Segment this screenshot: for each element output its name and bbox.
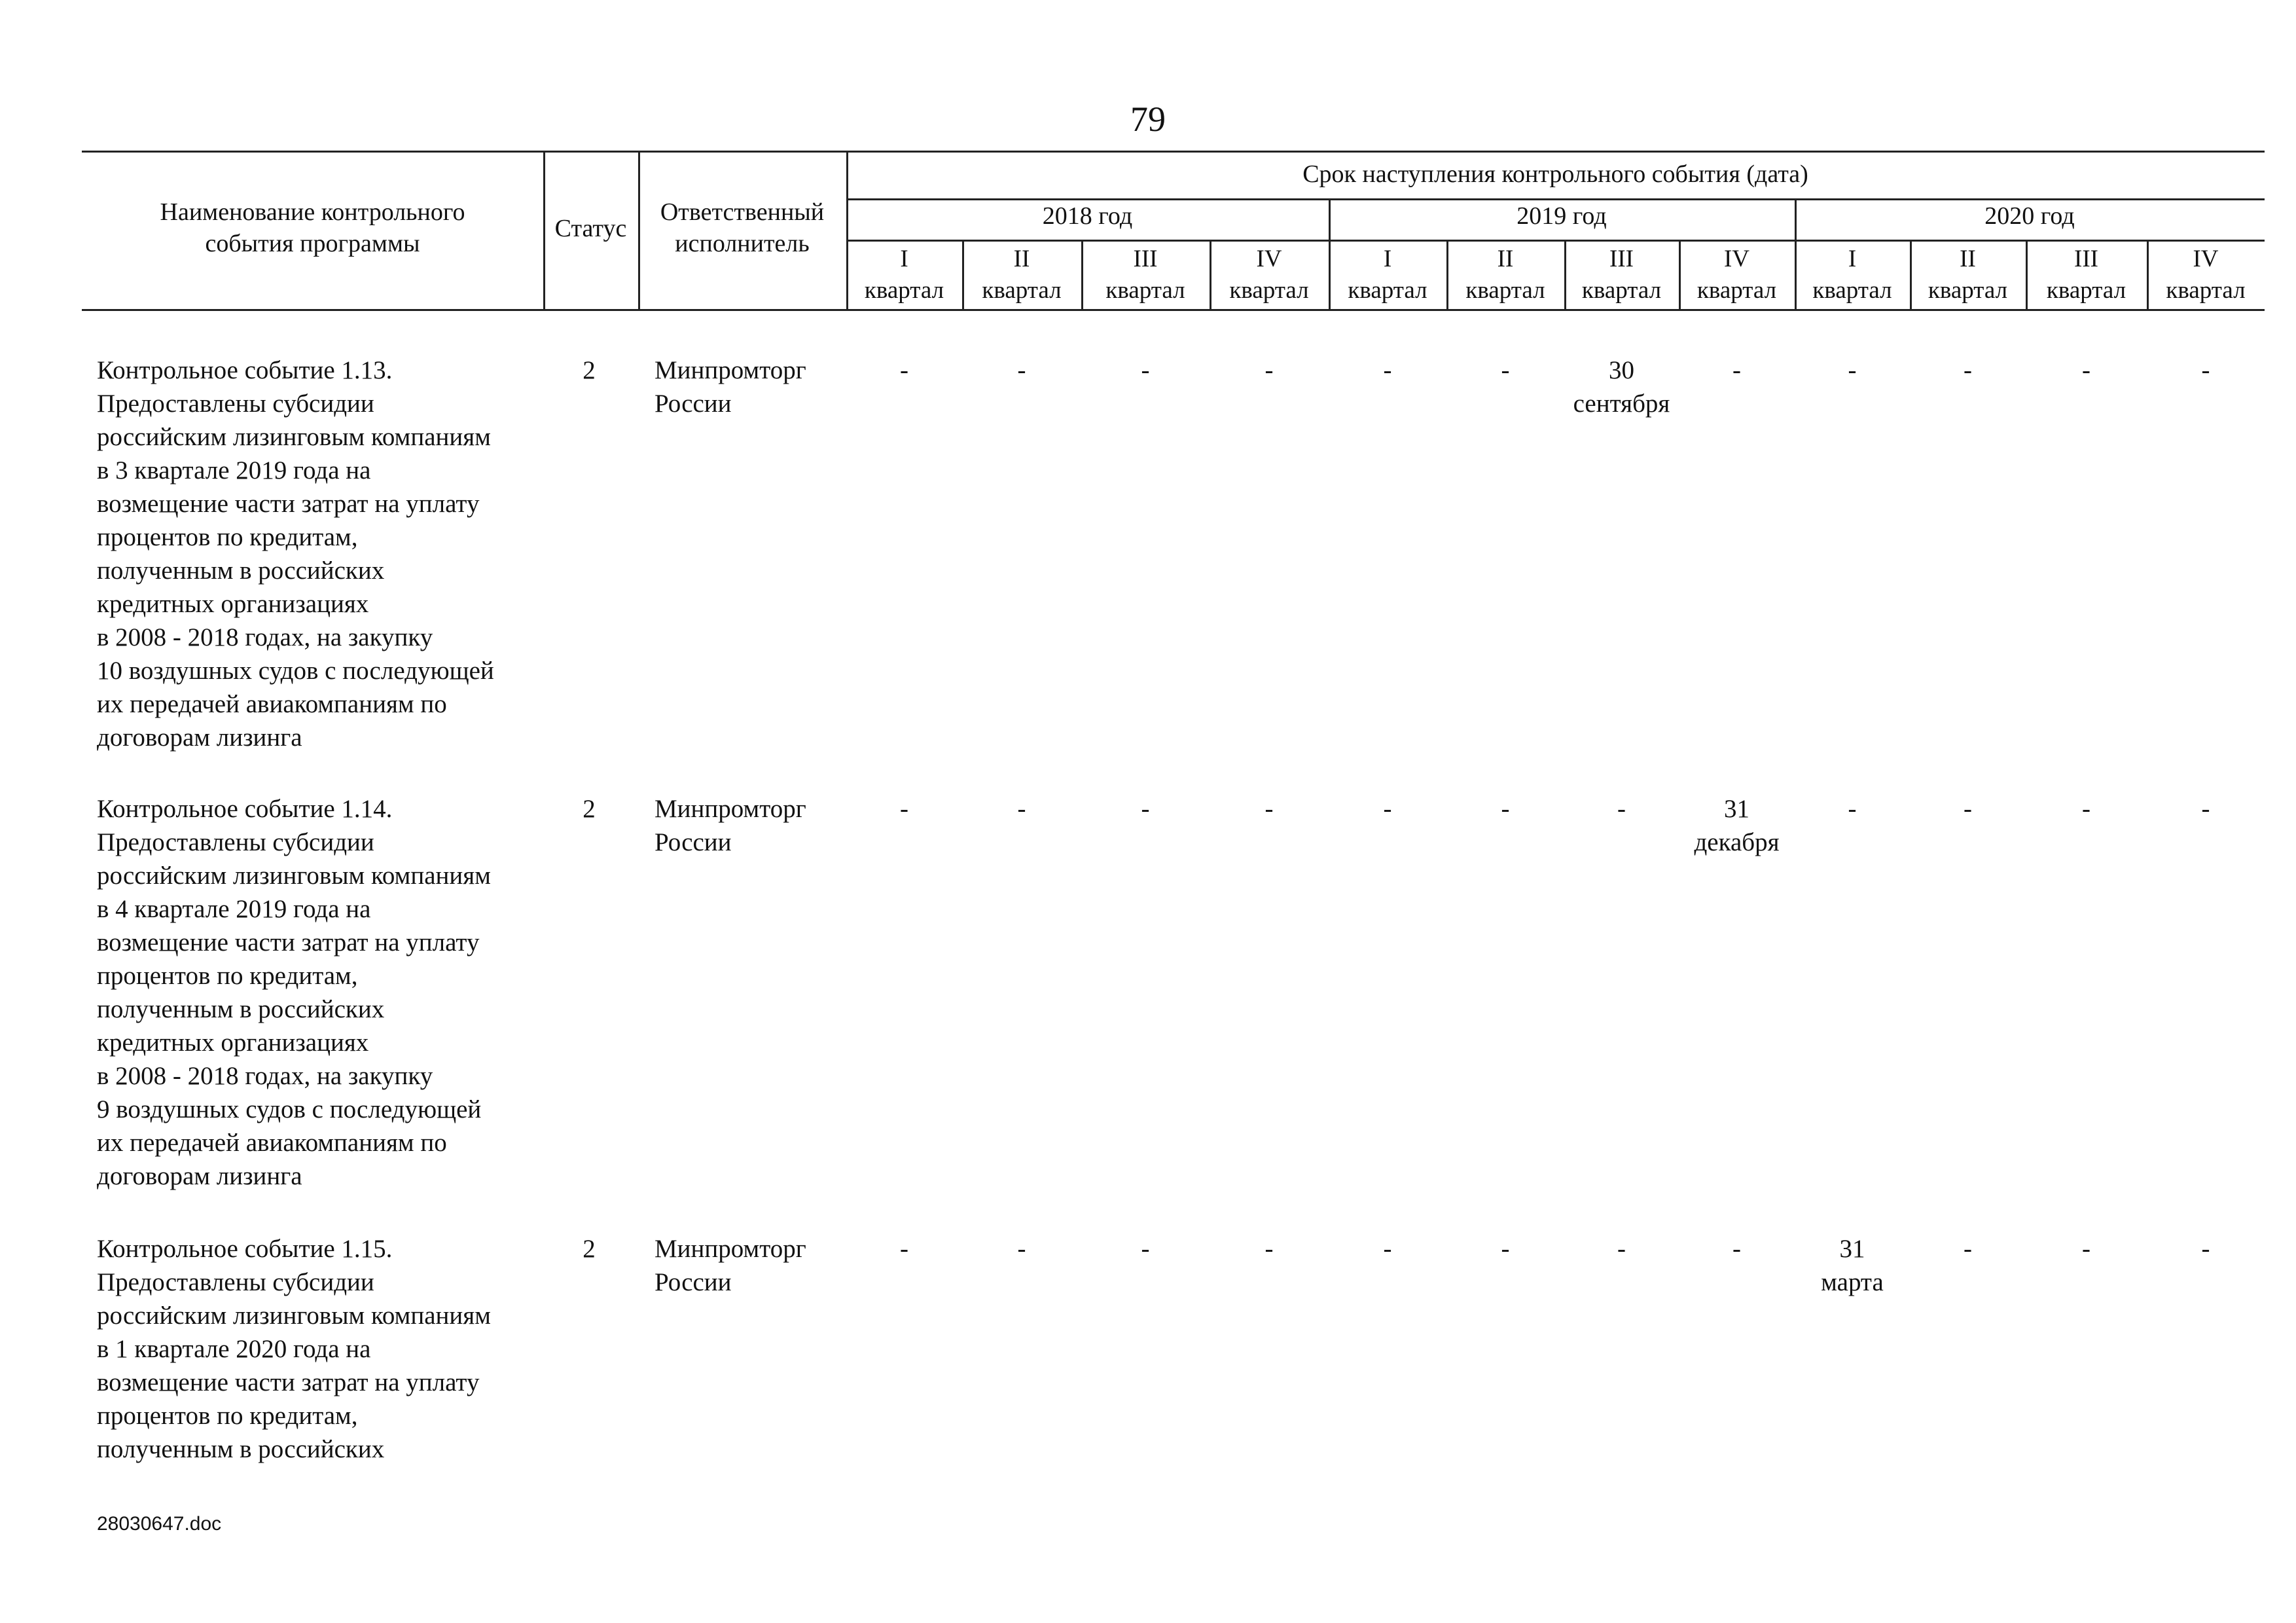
executor-line: России — [655, 390, 732, 418]
event-name-line: полученным в российских — [97, 1435, 385, 1463]
header-quarter — [1795, 244, 1910, 306]
quarter-value-line: - — [1265, 1235, 1274, 1263]
event-name-line: в 2008 - 2018 годах, на закупку — [97, 1062, 433, 1090]
header-text: квартал — [982, 277, 1062, 304]
quarter-value-line: - — [1617, 1235, 1626, 1263]
quarter-value — [962, 792, 1081, 826]
quarter-value — [2026, 792, 2147, 826]
quarter-value — [1081, 792, 1210, 826]
header-year-rule — [846, 240, 2265, 242]
event-name-line: Предоставлены субсидии — [97, 1268, 374, 1296]
event-name — [97, 792, 548, 1193]
quarter-value — [1081, 354, 1210, 387]
header-text: IV — [1723, 246, 1750, 272]
quarter-value-line: 30 — [1609, 356, 1634, 384]
header-bottom-rule — [82, 309, 2265, 311]
header-text: IV — [2193, 246, 2219, 272]
quarter-value — [1679, 1232, 1795, 1266]
event-name-line: в 1 квартале 2020 года на — [97, 1335, 371, 1363]
header-year: 2019 год — [1516, 202, 1607, 230]
event-name-line: российским лизинговым компаниям — [97, 423, 491, 451]
quarter-value-line: - — [2201, 795, 2210, 823]
event-name-line: Контрольное событие 1.13. — [97, 356, 393, 384]
event-name-line: в 4 квартале 2019 года на — [97, 895, 371, 923]
quarter-value-line: - — [1017, 356, 1026, 384]
quarter-value-line: - — [1265, 356, 1274, 384]
quarter-value — [1210, 1232, 1329, 1266]
quarter-value-line: 31 — [1724, 795, 1749, 823]
quarter-value — [962, 1232, 1081, 1266]
quarter-value — [1679, 354, 1795, 387]
event-name-line: в 3 квартале 2019 года на — [97, 456, 371, 484]
quarter-value-line: - — [1964, 1235, 1972, 1263]
event-name-line: полученным в российских — [97, 995, 385, 1023]
header-text: II — [1013, 246, 1030, 272]
header-text: квартал — [1581, 277, 1662, 304]
executor-line: Минпромторг — [655, 795, 806, 823]
quarter-value — [1910, 1232, 2026, 1266]
quarter-value — [1446, 354, 1564, 387]
header-text: квартал — [1229, 277, 1309, 304]
header-quarter — [1081, 244, 1210, 306]
event-name-line: Предоставлены субсидии — [97, 390, 374, 418]
event-name — [97, 1232, 548, 1466]
header-quarter — [1210, 244, 1329, 306]
quarter-value-line: - — [1964, 795, 1972, 823]
quarter-value — [1210, 792, 1329, 826]
page-number: 79 — [1130, 100, 1166, 139]
header-quarter — [846, 244, 962, 306]
header-text: квартал — [1928, 277, 2008, 304]
quarter-value-line: - — [1017, 795, 1026, 823]
header-quarter — [1564, 244, 1679, 306]
header-quarter — [1679, 244, 1795, 306]
quarter-value-line: - — [1017, 1235, 1026, 1263]
quarter-value — [1795, 792, 1910, 826]
quarter-value — [2147, 354, 2265, 387]
header-text: II — [1497, 246, 1514, 272]
event-name-line: 10 воздушных судов с последующей — [97, 657, 494, 685]
header-quarter — [1910, 244, 2026, 306]
quarter-value — [846, 1232, 962, 1266]
header-text: Наименование контрольного — [160, 198, 465, 226]
header-quarter — [1446, 244, 1564, 306]
quarter-value — [1329, 1232, 1446, 1266]
quarter-value-line: - — [1141, 1235, 1150, 1263]
event-status: 2 — [583, 795, 596, 823]
document-footer: 28030647.doc — [97, 1513, 222, 1535]
quarter-value-line: - — [1501, 795, 1510, 823]
header-text: III — [1609, 246, 1634, 272]
header-deadline-group: Срок наступления контрольного события (дата) — [1302, 160, 1808, 188]
event-name — [97, 354, 548, 754]
header-text: квартал — [864, 277, 944, 304]
quarter-value — [2026, 1232, 2147, 1266]
event-executor — [655, 354, 844, 420]
quarter-value-line: - — [1617, 795, 1626, 823]
event-name-line: Предоставлены субсидии — [97, 828, 374, 856]
quarter-value-line: - — [2082, 356, 2090, 384]
header-text: III — [1133, 246, 1158, 272]
quarter-value-line: - — [1265, 795, 1274, 823]
quarter-value-line: - — [2082, 1235, 2090, 1263]
quarter-value — [1564, 1232, 1679, 1266]
quarter-value — [1795, 1232, 1910, 1299]
quarter-value — [1446, 792, 1564, 826]
header-status-column: Статус — [554, 215, 627, 242]
header-text: квартал — [1696, 277, 1777, 304]
quarter-value-line: - — [1964, 356, 1972, 384]
quarter-value — [1081, 1232, 1210, 1266]
header-text: III — [2074, 246, 2098, 272]
quarter-value — [2147, 792, 2265, 826]
quarter-value-line: - — [1732, 1235, 1741, 1263]
executor-line: России — [655, 828, 732, 856]
quarter-value-line: - — [2201, 1235, 2210, 1263]
header-text: квартал — [2046, 277, 2126, 304]
header-year: 2018 год — [1042, 202, 1133, 230]
event-name-line: российским лизинговым компаниям — [97, 1302, 491, 1330]
event-name-line: процентов по кредитам, — [97, 962, 358, 990]
quarter-value-line: - — [900, 1235, 908, 1263]
quarter-value — [1679, 792, 1795, 859]
event-name-line: возмещение части затрат на уплату — [97, 1368, 480, 1396]
quarter-value — [1564, 354, 1679, 420]
quarter-value-line: - — [2201, 356, 2210, 384]
header-text: квартал — [1348, 277, 1427, 304]
quarter-value-line: - — [1383, 356, 1392, 384]
quarter-value — [1210, 354, 1329, 387]
quarter-value — [1795, 354, 1910, 387]
header-text: исполнитель — [675, 230, 810, 257]
quarter-value-line: - — [1848, 795, 1857, 823]
quarter-value-line: - — [1732, 356, 1741, 384]
quarter-value — [1910, 792, 2026, 826]
header-text: IV — [1256, 246, 1282, 272]
header-name-column — [82, 196, 543, 259]
quarter-value — [2147, 1232, 2265, 1266]
header-text: I — [1383, 246, 1392, 272]
header-text: Ответственный — [660, 198, 825, 226]
quarter-value — [1329, 354, 1446, 387]
quarter-value — [1446, 1232, 1564, 1266]
event-name-line: кредитных организациях — [97, 590, 369, 618]
quarter-value-line: - — [1848, 356, 1857, 384]
header-text: I — [1848, 246, 1857, 272]
quarter-value-line: - — [1383, 1235, 1392, 1263]
quarter-value — [1564, 792, 1679, 826]
event-executor — [655, 1232, 844, 1299]
event-name-line: возмещение части затрат на уплату — [97, 928, 480, 957]
event-name-line: 9 воздушных судов с последующей — [97, 1095, 482, 1123]
quarter-value-line: марта — [1821, 1268, 1884, 1296]
event-name-line: процентов по кредитам, — [97, 523, 358, 551]
executor-line: России — [655, 1268, 732, 1296]
quarter-value-line: - — [900, 795, 908, 823]
event-executor — [655, 792, 844, 859]
event-name-line: российским лизинговым компаниям — [97, 862, 491, 890]
header-text: II — [1960, 246, 1976, 272]
header-quarter — [962, 244, 1081, 306]
quarter-value — [962, 354, 1081, 387]
event-name-line: кредитных организациях — [97, 1029, 369, 1057]
header-year: 2020 год — [1984, 202, 2075, 230]
event-name-line: процентов по кредитам, — [97, 1402, 358, 1430]
quarter-value-line: - — [1501, 1235, 1510, 1263]
event-name-line: Контрольное событие 1.14. — [97, 795, 393, 823]
quarter-value-line: декабря — [1694, 828, 1780, 856]
quarter-value-line: 31 — [1839, 1235, 1865, 1263]
quarter-value — [2026, 354, 2147, 387]
event-status: 2 — [583, 1235, 596, 1263]
quarter-value-line: - — [1141, 356, 1150, 384]
event-name-line: полученным в российских — [97, 556, 385, 585]
event-status: 2 — [583, 356, 596, 384]
quarter-value — [1910, 354, 2026, 387]
header-text: квартал — [1812, 277, 1892, 304]
header-text: квартал — [1465, 277, 1545, 304]
header-text: квартал — [1105, 277, 1185, 304]
quarter-value — [846, 792, 962, 826]
header-top-rule — [82, 151, 2265, 153]
header-text: квартал — [2166, 277, 2246, 304]
event-name-line: договорам лизинга — [97, 1162, 302, 1190]
header-executor-column — [638, 196, 846, 259]
event-name-line: их передачей авиакомпаниям по — [97, 690, 447, 718]
quarter-value-line: сентября — [1573, 390, 1670, 418]
quarter-value-line: - — [1383, 795, 1392, 823]
executor-line: Минпромторг — [655, 356, 806, 384]
header-quarter — [2147, 244, 2265, 306]
event-name-line: Контрольное событие 1.15. — [97, 1235, 393, 1263]
quarter-value-line: - — [900, 356, 908, 384]
quarter-value — [1329, 792, 1446, 826]
quarter-value — [846, 354, 962, 387]
header-quarter — [1329, 244, 1446, 306]
event-name-line: договорам лизинга — [97, 723, 302, 752]
event-name-line: в 2008 - 2018 годах, на закупку — [97, 623, 433, 651]
header-text: I — [900, 246, 908, 272]
event-name-line: возмещение части затрат на уплату — [97, 490, 480, 518]
event-name-line: их передачей авиакомпаниям по — [97, 1129, 447, 1157]
quarter-value-line: - — [2082, 795, 2090, 823]
quarter-value-line: - — [1141, 795, 1150, 823]
executor-line: Минпромторг — [655, 1235, 806, 1263]
quarter-value-line: - — [1501, 356, 1510, 384]
header-quarter — [2026, 244, 2147, 306]
header-text: события программы — [205, 230, 420, 257]
